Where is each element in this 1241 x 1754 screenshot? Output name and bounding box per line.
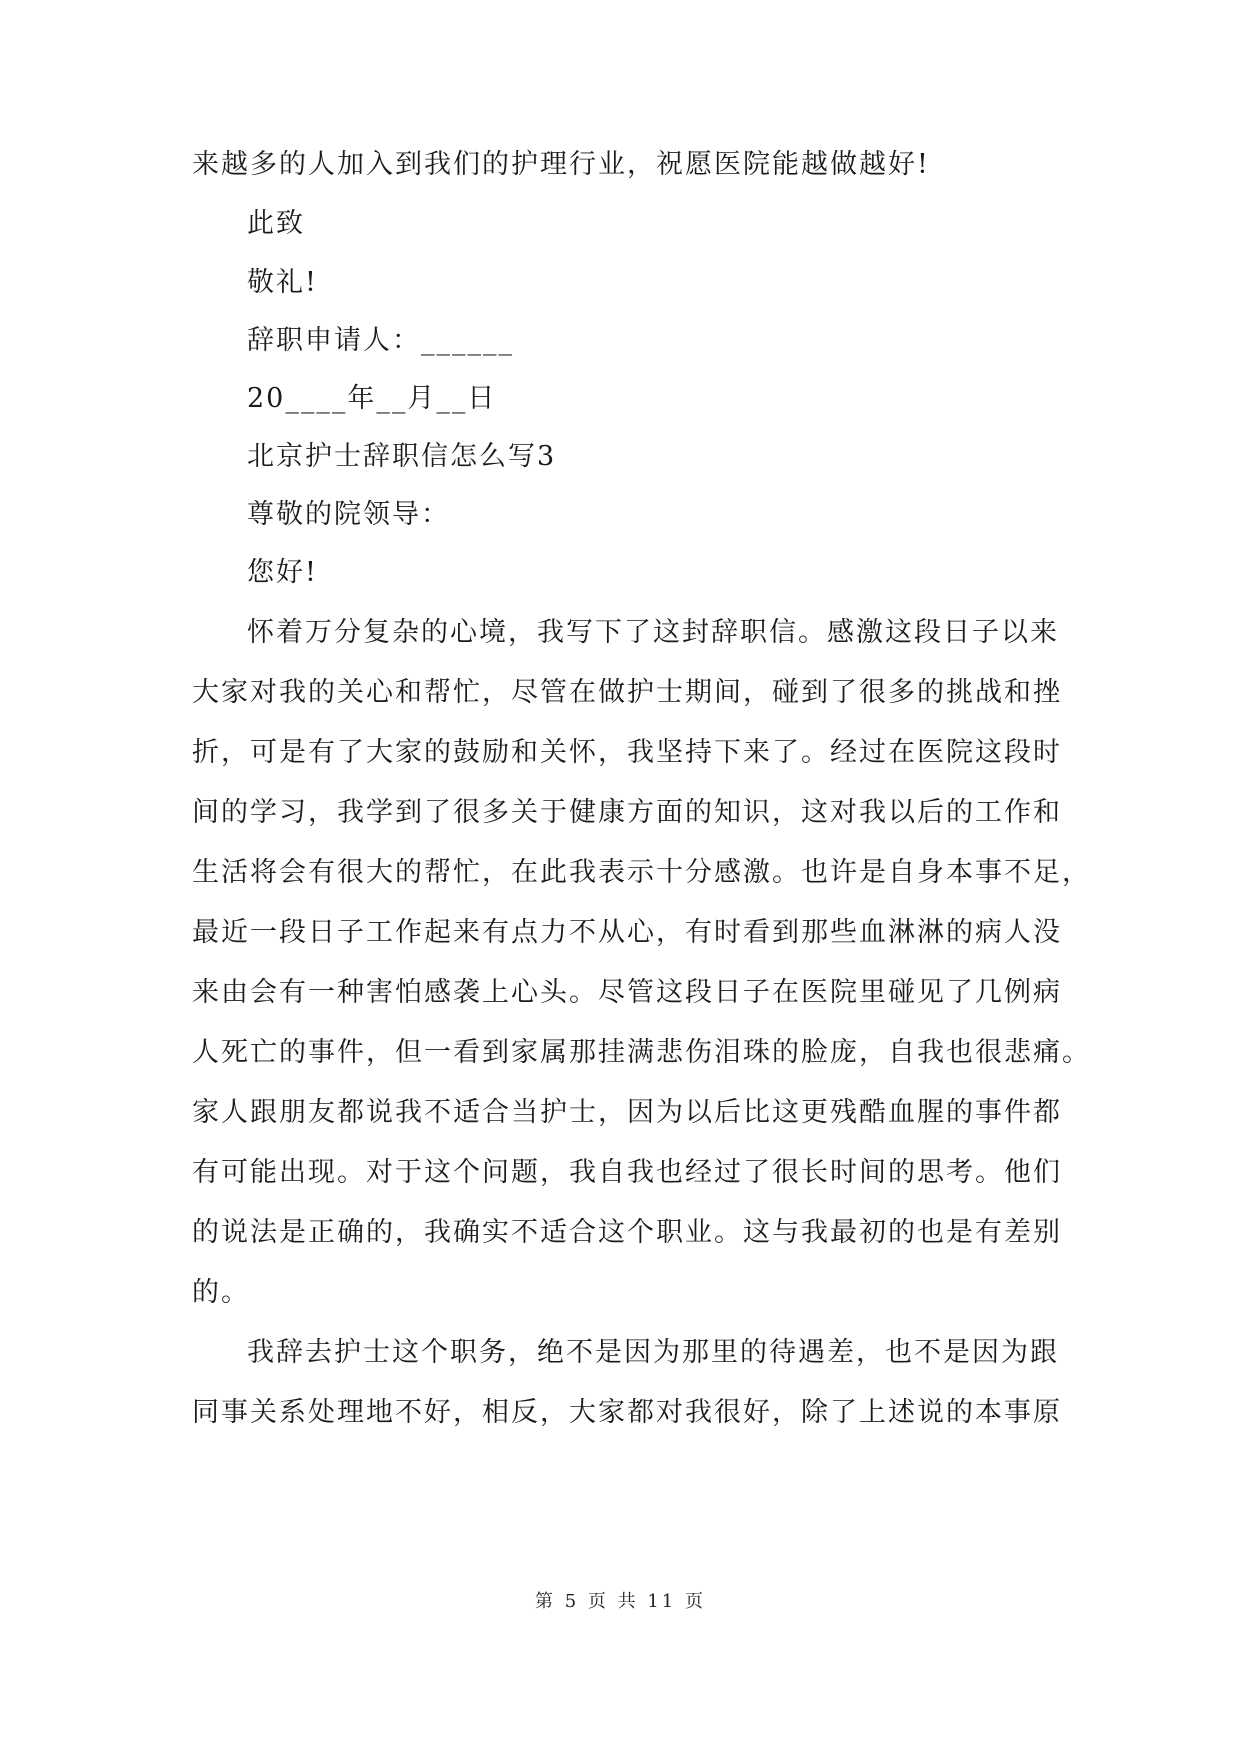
closing-salutation: 此致 xyxy=(247,208,305,239)
paragraph-line: 间的学习，我学到了很多关于健康方面的知识，这对我以后的工作和 xyxy=(192,797,1062,828)
paragraph-line: 最近一段日子工作起来有点力不从心，有时看到那些血淋淋的病人没 xyxy=(192,917,1062,948)
page-number-footer: 第 5 页 共 11 页 xyxy=(535,1591,706,1612)
paragraph-line: 生活将会有很大的帮忙，在此我表示十分感激。也许是自身本事不足， xyxy=(192,857,1091,888)
paragraph-line: 的说法是正确的，我确实不适合这个职业。这与我最初的也是有差别 xyxy=(192,1217,1062,1248)
paragraph-line: 怀着万分复杂的心境，我写下了这封辞职信。感激这段日子以来 xyxy=(247,617,1059,648)
paragraph-line: 同事关系处理地不好，相反，大家都对我很好，除了上述说的本事原 xyxy=(192,1397,1062,1428)
salutation: 尊敬的院领导： xyxy=(247,499,450,530)
paragraph-line: 我辞去护士这个职务，绝不是因为那里的待遇差，也不是因为跟 xyxy=(247,1337,1059,1368)
signature-line: 辞职申请人：______ xyxy=(247,325,514,356)
paragraph-line: 来由会有一种害怕感袭上心头。尽管这段日子在医院里碰见了几例病 xyxy=(192,977,1062,1008)
paragraph-line: 的。 xyxy=(192,1277,250,1308)
paragraph-line: 人死亡的事件，但一看到家属那挂满悲伤泪珠的脸庞，自我也很悲痛。 xyxy=(192,1037,1091,1068)
paragraph-line: 大家对我的关心和帮忙，尽管在做护士期间，碰到了很多的挑战和挫 xyxy=(192,677,1062,708)
paragraph-line: 折，可是有了大家的鼓励和关怀，我坚持下来了。经过在医院这段时 xyxy=(192,737,1062,768)
body-line: 来越多的人加入到我们的护理行业，祝愿医院能越做越好! xyxy=(192,149,930,180)
closing-regards: 敬礼! xyxy=(247,267,318,298)
paragraph-line: 有可能出现。对于这个问题，我自我也经过了很长时间的思考。他们 xyxy=(192,1157,1062,1188)
paragraph-line: 家人跟朋友都说我不适合当护士，因为以后比这更残酷血腥的事件都 xyxy=(192,1097,1062,1128)
date-line: 20____年__月__日 xyxy=(247,383,497,414)
greeting: 您好! xyxy=(247,557,318,588)
section-heading: 北京护士辞职信怎么写3 xyxy=(247,441,557,472)
